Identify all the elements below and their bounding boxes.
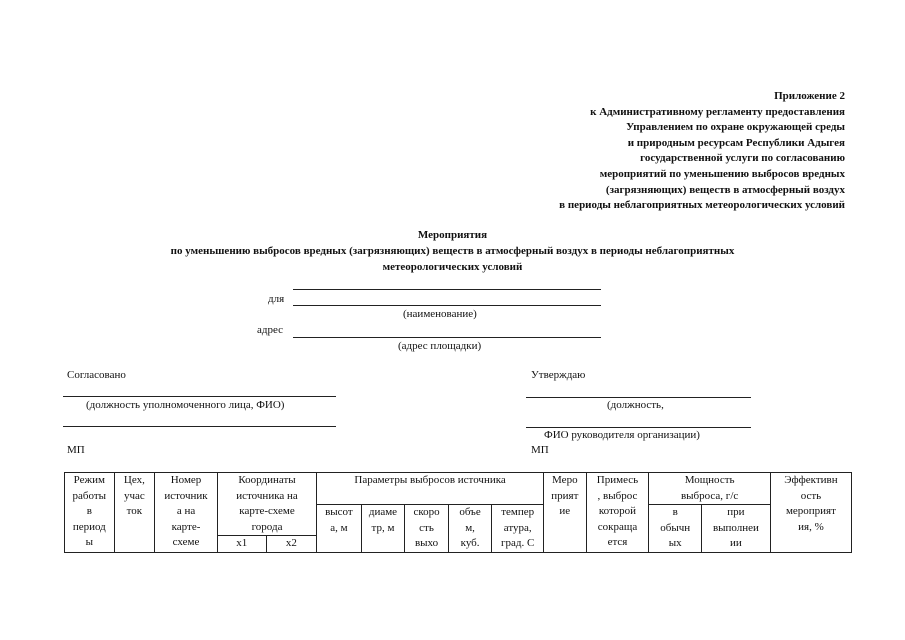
col-emission-params: Параметры выбросов источника: [317, 473, 544, 505]
agreed-position-field[interactable]: [63, 396, 336, 397]
col-measure: Меро прият ие: [544, 473, 587, 553]
col-workshop: Цех, учас ток: [114, 473, 155, 553]
appendix-line: и природным ресурсам Республики Адыгея: [627, 136, 845, 149]
col-coordinates: Координаты источника на карте-схеме города: [217, 473, 316, 536]
col-x2: x2: [266, 536, 317, 553]
col-efficiency: Эффективн ость мероприят ия, %: [770, 473, 851, 553]
address-label: адрес: [257, 324, 284, 336]
col-power-during: при выполнеи ии: [702, 505, 771, 553]
agreed-label: Согласовано: [67, 369, 126, 381]
agreed-caption: (должность уполномоченного лица, ФИО): [86, 399, 285, 411]
col-power-normal: в обычн ых: [649, 505, 702, 553]
col-mode: Режим работы в период ы: [65, 473, 115, 553]
agreed-signature-field[interactable]: [63, 426, 336, 427]
approve-stamp: МП: [531, 444, 549, 456]
document-subtitle-cont: метеорологических условий: [382, 261, 523, 273]
appendix-line: Приложение 2: [774, 90, 845, 102]
appendix-line: Управлением по охране окружающей среды: [626, 121, 845, 134]
name-caption: (наименование): [403, 308, 477, 320]
address-caption: (адрес площадки): [398, 340, 482, 352]
approve-name-field[interactable]: [526, 427, 751, 428]
document-subtitle: по уменьшению выбросов вредных (загрязняющих) веществ в атмосферный воздух в периоды неблагоприятных: [170, 245, 735, 257]
approve-caption-name: ФИО руководителя организации): [544, 429, 700, 441]
approve-label: Утверждаю: [531, 369, 586, 381]
appendix-line: в периоды неблагоприятных метеорологических условий: [559, 199, 845, 212]
col-speed: скоро сть выхо: [405, 505, 449, 553]
col-emission-power: Мощность выброса, г/с: [649, 473, 771, 505]
col-height: высот а, м: [317, 505, 362, 553]
appendix-line: (загрязняющих) веществ в атмосферный воздух: [605, 183, 845, 196]
agreed-stamp: МП: [67, 444, 85, 456]
appendix-line: государственной услуги по согласованию: [640, 152, 845, 165]
document-title: Мероприятия: [417, 229, 488, 241]
for-label: для: [268, 293, 285, 305]
name-field[interactable]: [293, 305, 601, 306]
appendix-line: к Административному регламенту предоставления: [590, 105, 845, 118]
col-volume: объе м, куб.: [448, 505, 492, 553]
appendix-line: мероприятий по уменьшению выбросов вредных: [599, 167, 845, 180]
col-diameter: диаме тр, м: [361, 505, 405, 553]
approve-caption-position: (должность,: [607, 399, 664, 411]
col-pollutant: Примесь , выброс которой сокраща ется: [586, 473, 649, 553]
measures-table: [64, 472, 852, 553]
approve-position-field[interactable]: [526, 397, 751, 398]
name-line-top: [293, 289, 601, 290]
col-x1: x1: [217, 536, 266, 553]
col-source-number: Номер источник а на карте- схеме: [155, 473, 218, 553]
address-field[interactable]: [293, 337, 601, 338]
col-temperature: темпер атура, град. С: [492, 505, 544, 553]
appendix-header: [559, 89, 845, 214]
